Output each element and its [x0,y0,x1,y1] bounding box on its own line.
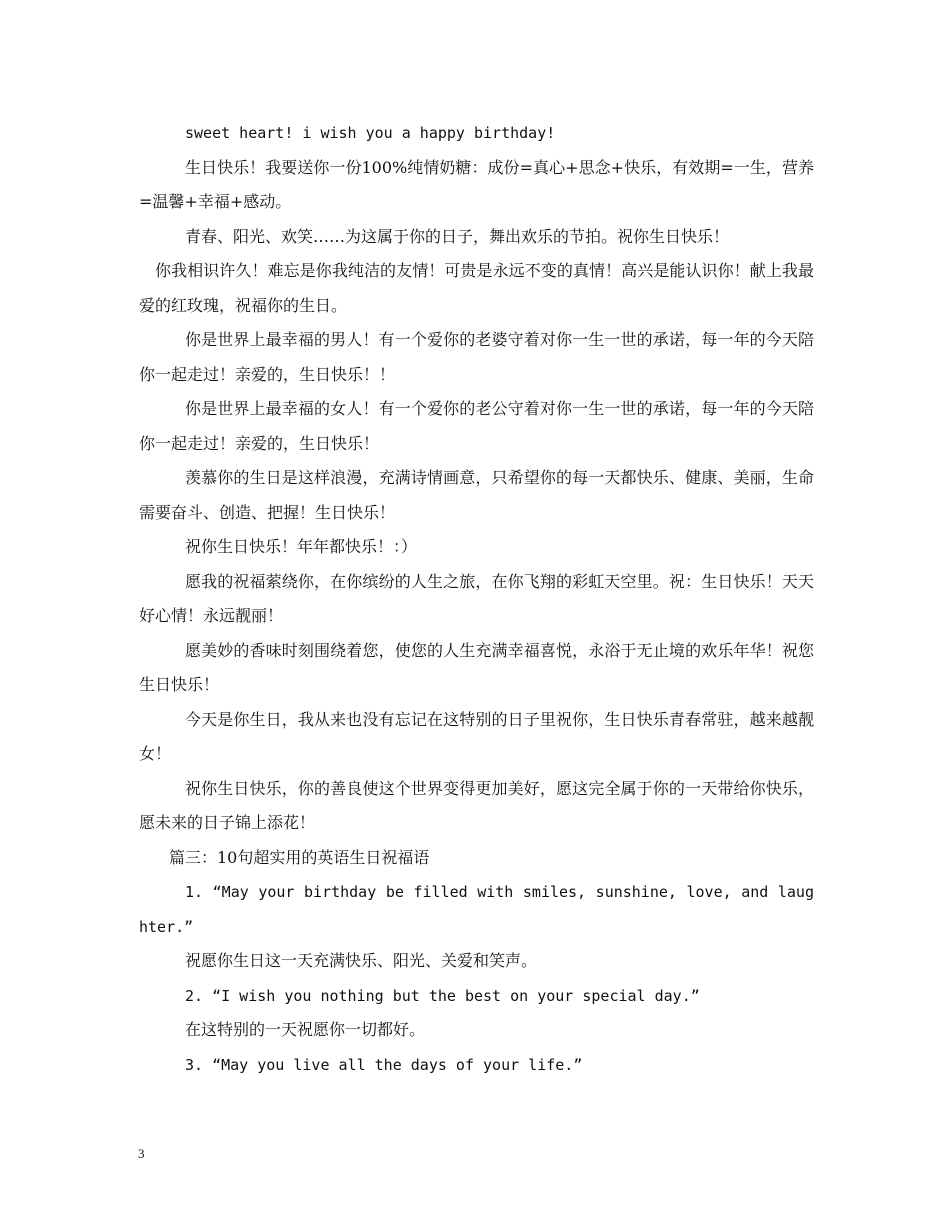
paragraph-youthful-wish: 今天是你生日，我从来也没有忘记在这特别的日子里祝你，生日快乐青春常驻，越来越靓女！ [139,709,814,763]
paragraph-kindness-wish: 祝你生日快乐，你的善良使这个世界变得更加美好，愿这完全属于你的一天带给你快乐，愿未来的日子锦上添花！ [139,778,814,832]
list-item-english-2: 2. “I wish you nothing but the best on your special day.” [185,986,700,1005]
paragraph-friendship-wish: 你我相识许久！难忘是你我纯洁的友情！可贵是永远不变的真情！高兴是能认识你！献上我最爱的红玫瑰，祝福你的生日。 [139,261,814,315]
paragraph-yearly-wish: 祝你生日快乐！年年都快乐！：） [185,537,418,556]
paragraph-romantic-wish: 羡慕你的生日是这样浪漫，充满诗情画意，只希望你的每一天都快乐、健康、美丽，生命需要奋斗、创造、把握！生日快乐！ [139,468,814,522]
document-body [139,116,814,1082]
paragraph-fragrance-wish: 愿美妙的香味时刻围绕着您，使您的人生充满幸福喜悦，永浴于无止境的欢乐年华！祝您生日快乐！ [139,640,814,694]
paragraph-husband-wish: 你是世界上最幸福的男人！有一个爱你的老婆守着对你一生一世的承诺，每一年的今天陪你一起走过！亲爱的，生日快乐！！ [139,330,814,384]
list-item-english-3: 3. “May you live all the days of your life.” [185,1055,583,1074]
paragraph-rainbow-wish: 愿我的祝福萦绕你，在你缤纷的人生之旅，在你飞翔的彩虹天空里。祝：生日快乐！天天好心情！永远靓丽！ [139,571,814,625]
list-item-translation-2: 在这特别的一天祝愿你一切都好。 [185,1020,426,1039]
paragraph-wife-wish: 你是世界上最幸福的女人！有一个爱你的老公守着对你一生一世的承诺，每一年的今天陪你一起走过！亲爱的，生日快乐！ [139,399,814,453]
section-heading: 篇三：10句超实用的英语生日祝福语 [169,847,430,867]
paragraph-youth-wish: 青春、阳光、欢笑……为这属于你的日子，舞出欢乐的节拍。祝你生日快乐！ [185,226,730,246]
paragraph-candy-wish: 生日快乐！我要送你一份100%纯情奶糖：成份=真心+思念+快乐，有效期=一生，营养=温馨+幸福+感动。 [139,157,814,211]
paragraph-english-greeting: sweet heart! i wish you a happy birthday! [185,124,556,142]
page-number: 3 [138,1146,145,1161]
list-item-english-1: 1. “May your birthday be filled with smiles, sunshine, love, and laughter.” [139,883,814,936]
list-item-translation-1: 祝愿你生日这一天充满快乐、阳光、关爱和笑声。 [185,951,538,970]
